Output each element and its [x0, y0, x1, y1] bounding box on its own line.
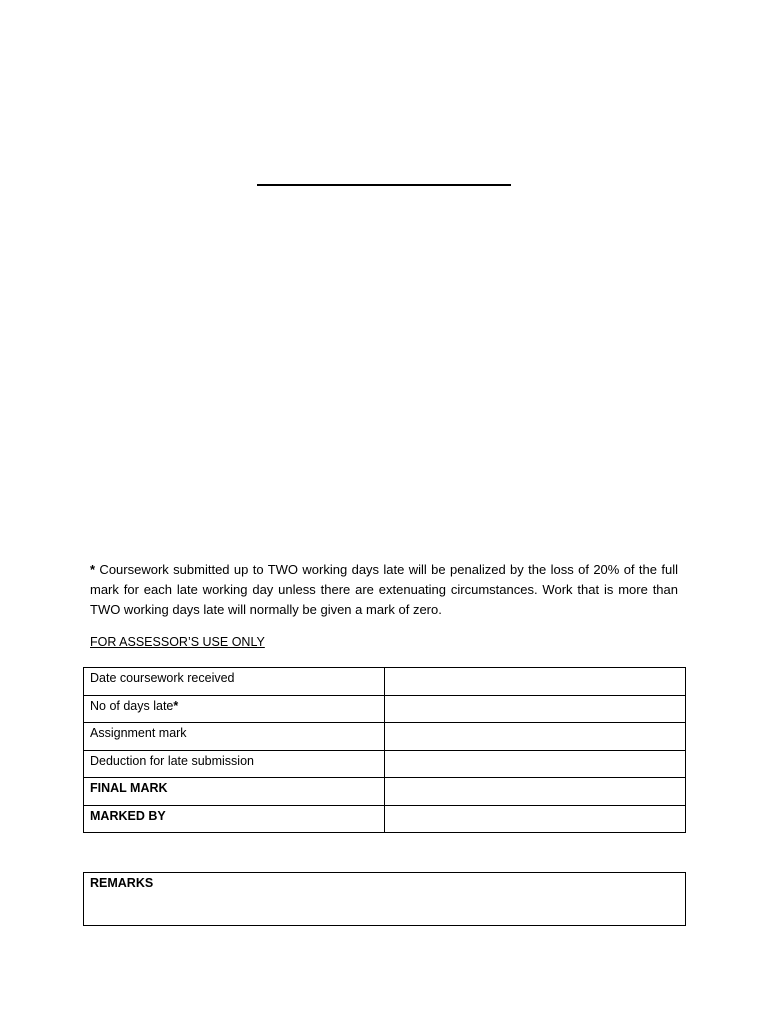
table-row — [84, 695, 686, 723]
note-asterisk: * — [90, 562, 96, 577]
title-underline — [257, 184, 511, 186]
table-row — [84, 668, 686, 696]
late-submission-note — [90, 560, 678, 620]
final-mark-label-text: FINAL MARK — [90, 781, 168, 795]
assignment-mark-label — [84, 723, 385, 751]
date-received-label — [84, 668, 385, 696]
remarks-label: REMARKS — [90, 876, 154, 890]
late-deduction-label — [84, 750, 385, 778]
days-late-asterisk: * — [173, 698, 179, 713]
days-late-label — [84, 695, 385, 723]
table-row — [84, 778, 686, 806]
assessor-heading: FOR ASSESSOR’S USE ONLY — [90, 635, 265, 649]
table-row — [84, 805, 686, 833]
date-received-value[interactable] — [385, 668, 686, 696]
table-row — [84, 750, 686, 778]
assignment-mark-label-text: Assignment mark — [90, 726, 187, 740]
assignment-mark-value[interactable] — [385, 723, 686, 751]
days-late-label-text: No of days late — [90, 698, 174, 713]
marked-by-label-text: MARKED BY — [90, 808, 166, 823]
marked-by-value[interactable] — [385, 805, 686, 833]
final-mark-value[interactable] — [385, 778, 686, 806]
marked-by-label — [84, 805, 385, 833]
final-mark-label — [84, 778, 385, 806]
assessor-table — [83, 667, 686, 833]
note-text: Coursework submitted up to TWO working days late will be penalized by the loss of 20% of the full mark for each late working day unless there are extenuating circumstances. Work that is more than TWO working days late will normally be given a mark of zero. — [90, 562, 678, 617]
late-deduction-value[interactable] — [385, 750, 686, 778]
late-deduction-label-text: Deduction for late submission — [90, 753, 254, 768]
days-late-value[interactable] — [385, 695, 686, 723]
remarks-box[interactable] — [83, 872, 686, 926]
date-received-label-text: Date coursework received — [90, 671, 235, 685]
table-row — [84, 723, 686, 751]
